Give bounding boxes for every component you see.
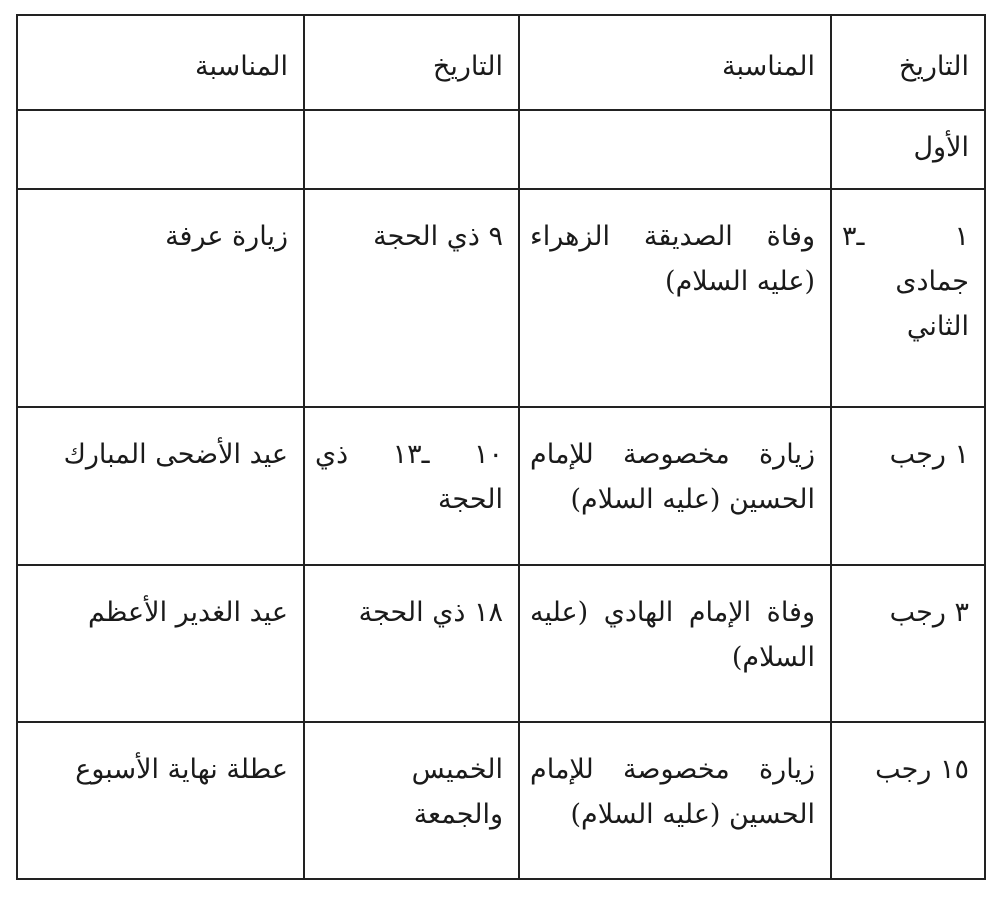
cell-text: ١ رجب [889,439,969,470]
cell-occasion-2 [17,565,304,722]
table-row [17,189,985,407]
cell-text: زيارة مخصوصة للإمام الحسين (عليه السلام) [530,439,815,515]
cell-occasion-1 [519,407,831,565]
cell-text: عيد الغدير الأعظم [87,597,288,628]
table-row [17,110,985,189]
cell-text: زيارة مخصوصة للإمام الحسين (عليه السلام) [530,754,815,830]
cell-date-2 [304,189,519,407]
occasions-table-container [16,14,984,880]
header-occasion-1: المناسبة [519,15,831,110]
cell-text: وفاة الإمام الهادي (عليه السلام) [530,597,815,673]
cell-text: عطلة نهاية الأسبوع [75,754,288,785]
cell-date-1 [831,110,985,189]
cell-date-2 [304,722,519,879]
cell-text: ٩ ذي الحجة [373,221,503,252]
cell-text: وفاة الصديقة الزهراء (عليه السلام) [530,221,815,297]
cell-date-1 [831,565,985,722]
table-row [17,565,985,722]
cell-text: ٣ رجب [889,597,969,628]
cell-text: الأول [913,132,969,163]
cell-occasion-2 [17,110,304,189]
header-occasion-2: المناسبة [17,15,304,110]
cell-date-1 [831,189,985,407]
cell-occasion-2 [17,722,304,879]
cell-text: عيد الأضحى المبارك [63,439,288,470]
cell-occasion-1 [519,565,831,722]
occasions-table [16,14,986,880]
cell-text: ١٠ ـ١٣ ذي الحجة [315,439,503,515]
cell-occasion-1 [519,722,831,879]
cell-date-2 [304,565,519,722]
cell-date-1 [831,722,985,879]
cell-date-2 [304,110,519,189]
cell-date-1 [831,407,985,565]
header-date-2: التاريخ [304,15,519,110]
cell-date-2 [304,407,519,565]
cell-occasion-2 [17,189,304,407]
table-row [17,407,985,565]
header-date-1: التاريخ [831,15,985,110]
cell-occasion-1 [519,189,831,407]
cell-text: ١ ـ٣ جمادى الثاني [842,221,969,342]
table-header-row [17,15,985,110]
cell-text: ١٨ ذي الحجة [358,597,503,628]
cell-occasion-2 [17,407,304,565]
cell-text: الخميس والجمعة [411,754,503,830]
table-row [17,722,985,879]
cell-occasion-1 [519,110,831,189]
cell-text: ١٥ رجب [875,754,969,785]
cell-text: زيارة عرفة [165,221,288,252]
